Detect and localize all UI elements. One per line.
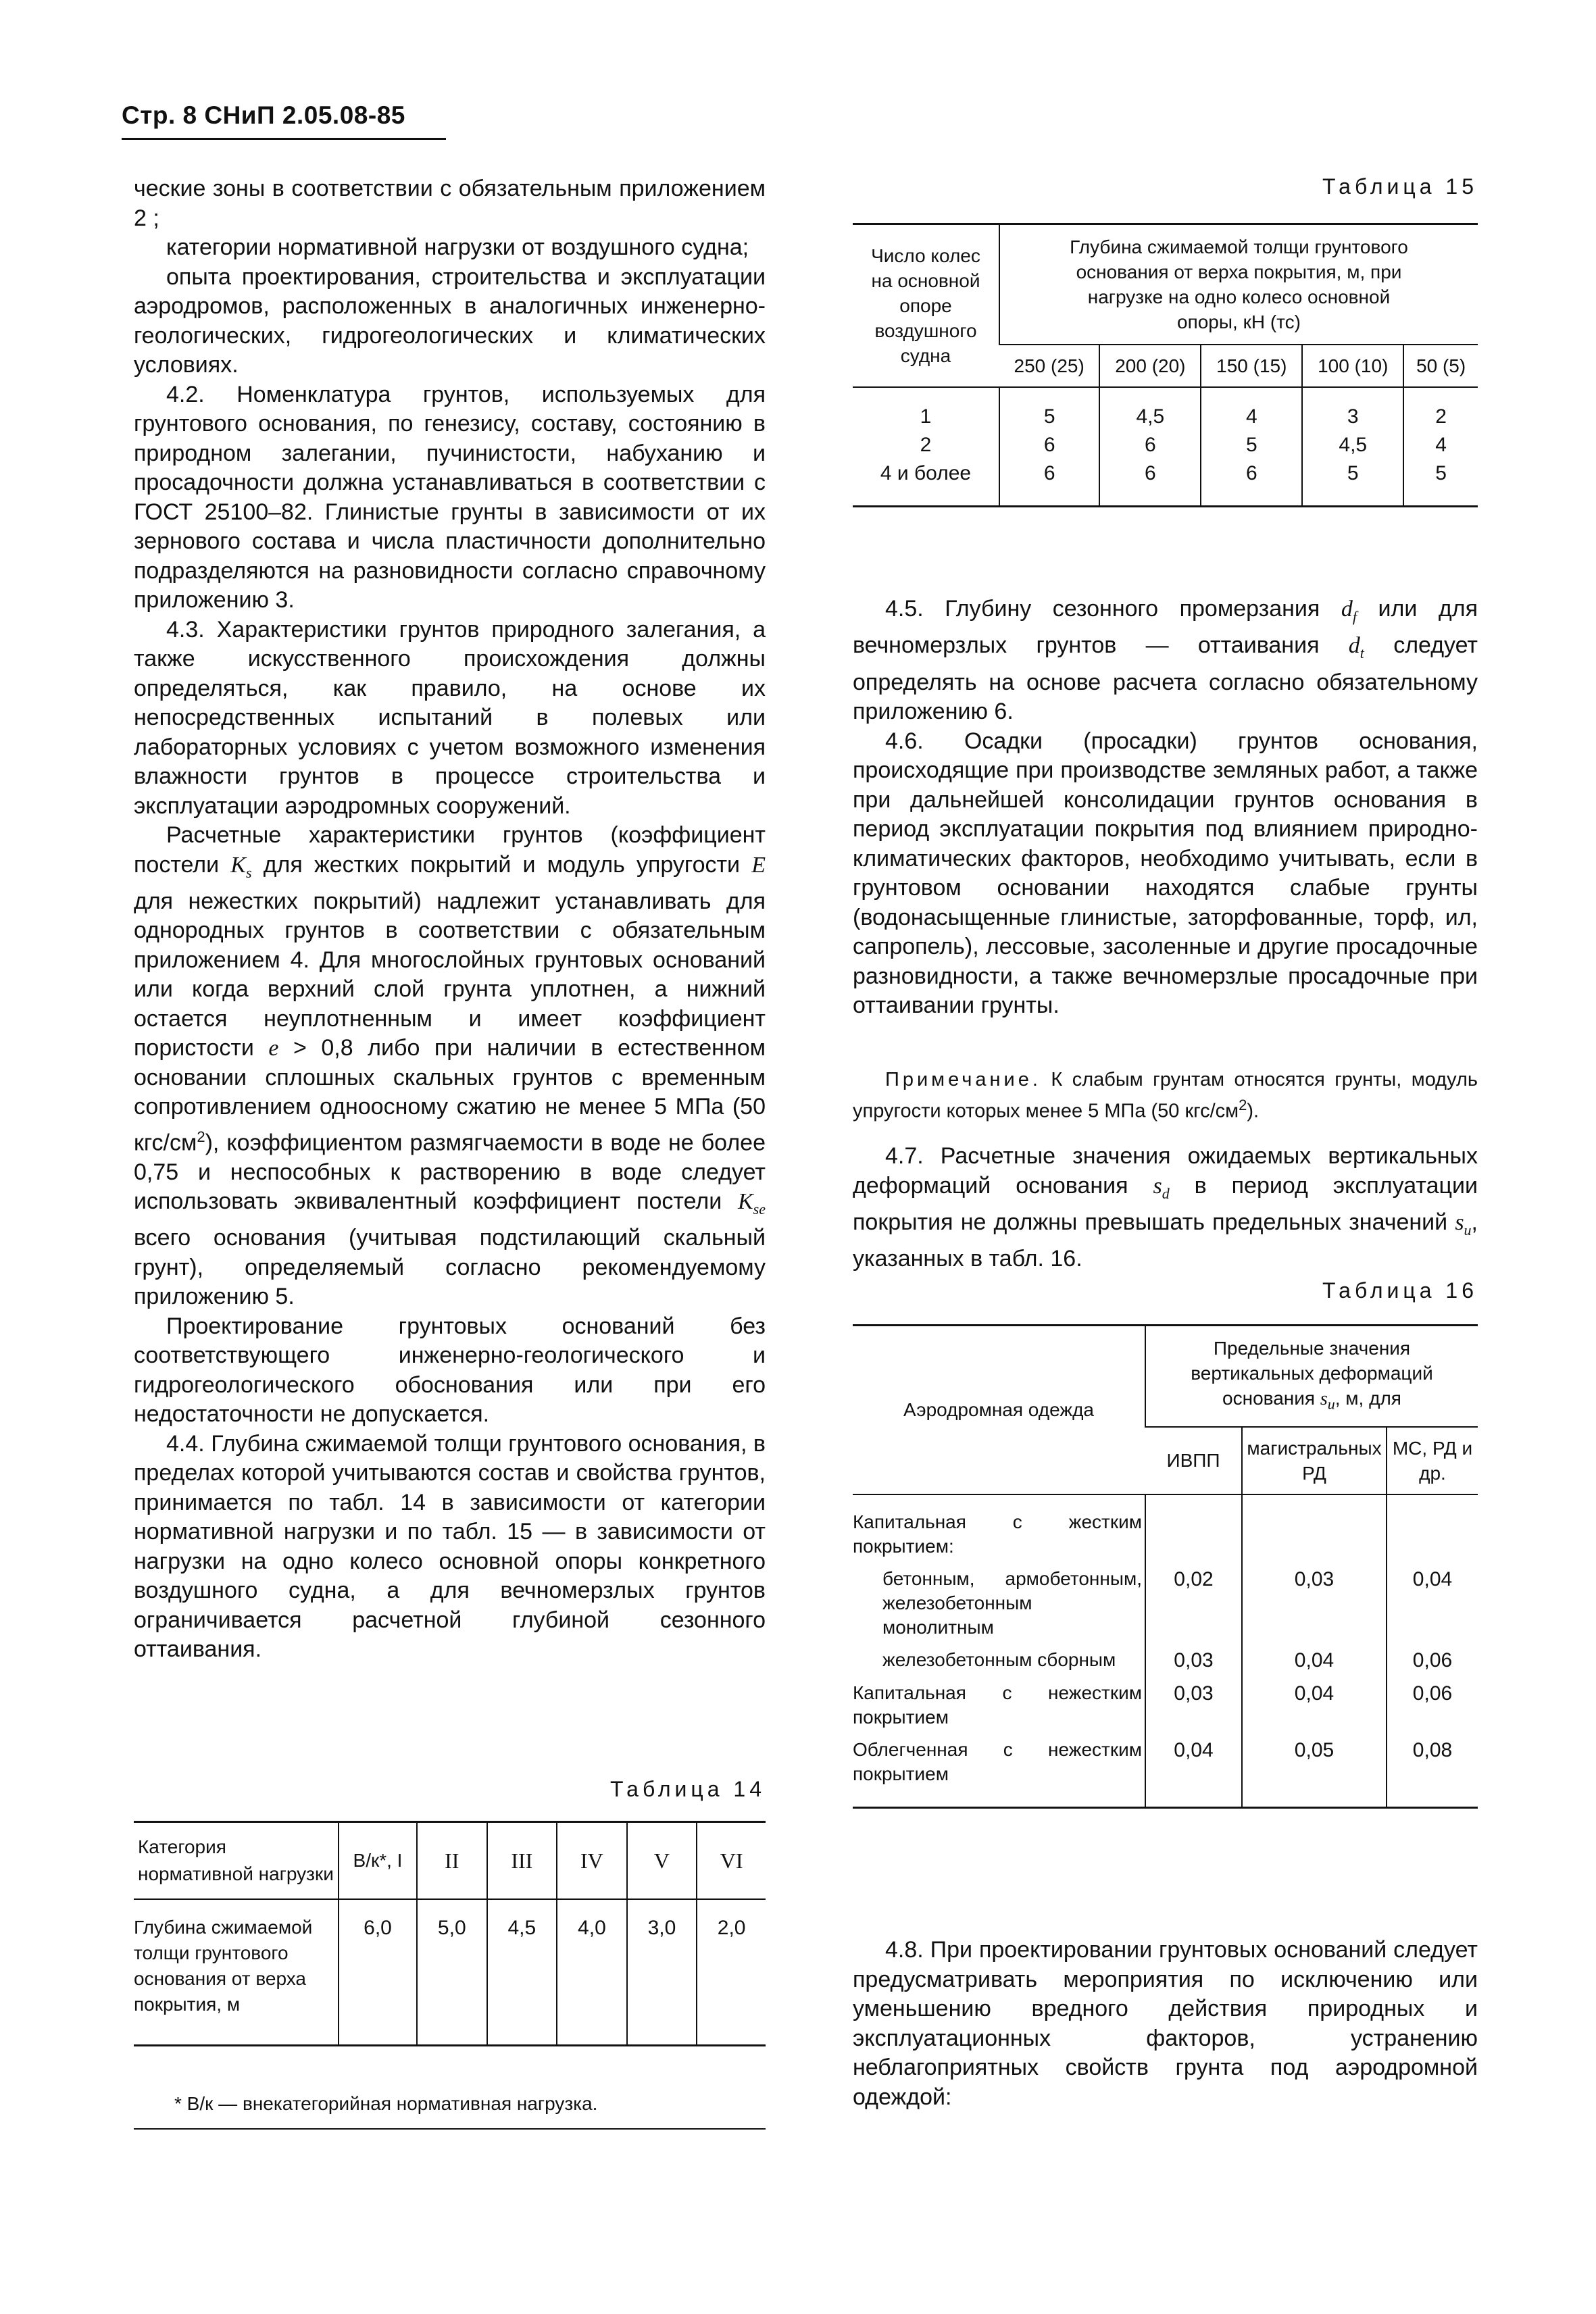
note xyxy=(853,1067,1478,1124)
table-header: В/к*, I xyxy=(339,1822,417,1900)
table-cell xyxy=(1242,1494,1387,1563)
paragraph-4-2 xyxy=(134,380,766,615)
paragraph-4-4 xyxy=(134,1430,766,1665)
text: ), коэффициентом размягчаемости в воде не более 0,75 и неспособных к растворению в воде следует использовать эквивалентный коэффициент постели xyxy=(134,1130,766,1215)
page-header-text: Стр. 8 СНиП 2.05.08-85 xyxy=(122,101,405,129)
table-cell: 2,0 xyxy=(697,1899,766,2046)
paragraph-4-6 xyxy=(853,727,1478,1021)
table-cell: 0,06 xyxy=(1387,1644,1478,1677)
text: следует определять на основе расчета согласно обязательному приложению 6. xyxy=(853,632,1478,725)
table-14-caption: Таблица 14 xyxy=(610,1777,766,1801)
right-column-4-8 xyxy=(853,1936,1478,2112)
table-row-label-cell xyxy=(853,387,999,507)
clause-number: 4.4. xyxy=(166,1430,205,1457)
table-15 xyxy=(853,223,1478,507)
table-header: Категория нормативной нагрузки xyxy=(134,1822,339,1900)
clause-text: При проектировании грунтовых оснований следует предусматривать мероприятия по исключению или уменьшению вредного действия природных и эксплуатационных факторов, устранению неблагоприятных свойств грунта под аэродромной одеждой: xyxy=(853,1937,1478,2110)
clause-text: Характеристики грунтов природного залегания, а также искусственного происхождения должны определяться, как правило, на основе их непосредственных испытаний в полевых или лабораторных условиях с учетом возможного изменения влажности грунтов в процессе строительства и эксплуатации аэродромных сооружений. xyxy=(134,616,766,819)
table-header: МС, РД и др. xyxy=(1387,1427,1478,1494)
table-cell: 5,0 xyxy=(417,1899,487,2046)
symbol-sd: $s_d$ xyxy=(1153,1173,1170,1202)
clause-number: 4.7. xyxy=(885,1143,924,1169)
table-header: IV xyxy=(557,1822,627,1900)
symbol-su: $s_u$ xyxy=(1455,1209,1472,1238)
symbol-kse: $K_{se}$ xyxy=(737,1189,766,1217)
clause-number: 4.3. xyxy=(166,616,205,643)
footnote-rule xyxy=(134,2128,766,2130)
clause-number: 4.5. xyxy=(885,596,924,622)
paragraph: категории нормативной нагрузки от воздушного судна; xyxy=(166,234,749,260)
table-cell: 0,08 xyxy=(1387,1734,1478,1808)
paragraph-4-3 xyxy=(134,615,766,822)
symbol-df: $d_f$ xyxy=(1341,597,1357,625)
paragraph: Проектирование грунтовых оснований без соответствующего инженерно-геологического и гидрогеологического обоснования или при его недостаточности не допускается. xyxy=(134,1313,766,1428)
text: Глубину сезонного промерзания xyxy=(923,596,1341,622)
table-row-label: Капитальная с жестким покрытием: xyxy=(853,1511,1142,1557)
paragraph-4-8 xyxy=(853,1936,1478,2112)
symbol-e-porosity: e xyxy=(268,1036,279,1061)
table-header: 250 (25) xyxy=(999,345,1099,387)
header-rule xyxy=(122,138,446,140)
text: всего основания (учитывая подстилающий скальный грунт), определяемый согласно рекомендуемому приложению 5. xyxy=(134,1225,766,1310)
symbol-ks: $K_s$ xyxy=(230,852,252,881)
text: Расчетные характеристики грунтов (коэффициент постели xyxy=(134,822,766,878)
table-cell: 0,04 xyxy=(1242,1644,1387,1677)
note-text: К слабым грунтам относятся грунты, модуль упругости которых менее 5 МПа (50 кгс/см xyxy=(853,1069,1478,1122)
table-header: VI xyxy=(697,1822,766,1900)
table-cell: 4,5 xyxy=(487,1899,557,2046)
right-column-4-7 xyxy=(853,1142,1478,1274)
table-cell: 0,03 xyxy=(1145,1677,1242,1734)
table-15-caption: Таблица 15 xyxy=(1322,174,1478,199)
table-16 xyxy=(853,1324,1478,1809)
paragraph: ческие зоны в соответствии с обязательным приложением 2 ; xyxy=(134,176,766,231)
table-cell: 0,06 xyxy=(1387,1677,1478,1734)
table-cell: 4 5 6 xyxy=(1201,387,1302,507)
row-label: 1 xyxy=(920,405,932,428)
table-row-label: бетонным, армобетонным, железобетонным монолитным xyxy=(882,1567,1142,1638)
clause-number: 4.6. xyxy=(885,728,924,754)
table-cell: 0,05 xyxy=(1242,1734,1387,1808)
table-cell: 2 4 5 xyxy=(1403,387,1478,507)
table-cell: 4,5 6 6 xyxy=(1099,387,1201,507)
text: > 0,8 либо при наличии в естественном основании сплошных скальных грунтов с временным сопротивлением одноосному сжатию не менее 5 МПа (50 кгс/см xyxy=(134,1035,766,1156)
table-header: Предельные значения вертикальных деформаций основания $s_u$, м, для xyxy=(1145,1326,1478,1427)
table-row-label: Капитальная с нежестким покрытием xyxy=(853,1682,1142,1728)
table-cell: 4,0 xyxy=(557,1899,627,2046)
table-cell xyxy=(1387,1494,1478,1563)
table-header: V xyxy=(627,1822,697,1900)
table-header: II xyxy=(417,1822,487,1900)
left-column xyxy=(134,174,766,1665)
clause-text: Осадки (просадки) грунтов основания, происходящие при производстве земляных работ, а также при дальнейшей консолидации грунтов основания в период эксплуатации покрытия под влиянием природно-климатических факторов, необходимо учитывать, если в грунтовом основании находятся слабые грунты (водонасыщенные глинистые, заторфованные, торф, ил, сапропель), лессовые, засоленные и другие просадочные разновидности, а также вечномерзлые просадочные при оттаивании грунты. xyxy=(853,728,1478,1019)
table-cell: 5 6 6 xyxy=(999,387,1099,507)
table-row-label: Облегченная с нежестким покрытием xyxy=(853,1738,1142,1784)
table-cell: 3,0 xyxy=(627,1899,697,2046)
table-cell xyxy=(1145,1494,1242,1563)
text: Расчетные значения ожидаемых вертикальных деформаций основания xyxy=(853,1143,1478,1199)
table-header: III xyxy=(487,1822,557,1900)
table-header: Число колес на основной опоре воздушного судна xyxy=(853,224,999,388)
text: в период эксплуатации покрытия не должны превышать предельных значений xyxy=(853,1172,1478,1235)
table-header: магистральных РД xyxy=(1242,1427,1387,1494)
symbol-e: E xyxy=(751,852,766,878)
text: ). xyxy=(1247,1100,1260,1122)
table-14-footnote: * В/к — внекатегорийная нормативная нагрузка. xyxy=(174,2093,598,2114)
clause-text: Глубина сжимаемой толщи грунтового основания, в пределах которой учитываются состав и свойства грунтов, принимается по табл. 14 в зависимости от категории нормативной нагрузки и по табл. 15 — в зависимости от нагрузки на одно колесо основной опоры конкретного воздушного судна, а для вечномерзлых грунтов ограничивается расчетной глубиной сезонного оттаивания. xyxy=(134,1430,766,1663)
table-cell: 6,0 xyxy=(339,1899,417,2046)
right-column xyxy=(853,595,1478,1021)
table-header: Глубина сжимаемой толщи грунтового основания от верха покрытия, м, при нагрузке на одно колесо основной опоры, кН (тс) xyxy=(999,224,1478,345)
row-label: 2 xyxy=(920,434,932,456)
table-cell: 0,04 xyxy=(1387,1563,1478,1644)
clause-text: Номенклатура грунтов, используемых для грунтового основания, по генезису, составу, состоянию в природном залегании, пучинистости, набуханию и просадочности должна устанавливаться в соответствии с ГОСТ 25100–82. Глинистые грунты в зависимости от их зернового состава и числа пластичности дополнительно подразделяются на разновидности согласно справочному приложению 3. xyxy=(134,381,766,613)
note-label: Примечание. xyxy=(885,1069,1041,1090)
paragraph-4-5 xyxy=(853,595,1478,727)
table-cell: 0,04 xyxy=(1242,1677,1387,1734)
table-row-label: железобетонным сборным xyxy=(882,1649,1116,1670)
superscript: 2 xyxy=(1239,1097,1247,1113)
table-header: 100 (10) xyxy=(1302,345,1403,387)
paragraph: опыта проектирования, строительства и эксплуатации аэродромов, расположенных в аналогичных инженерно-геологических, гидрогеологических и климатических условиях. xyxy=(134,263,766,378)
table-header: 200 (20) xyxy=(1099,345,1201,387)
table-header: 50 (5) xyxy=(1403,345,1478,387)
table-header: 150 (15) xyxy=(1201,345,1302,387)
table-cell: 0,03 xyxy=(1145,1644,1242,1677)
page-header xyxy=(122,101,446,140)
symbol-dt: $d_t$ xyxy=(1348,633,1364,662)
text: , указанных в табл. 16. xyxy=(853,1209,1478,1272)
table-header: ИВПП xyxy=(1145,1427,1242,1494)
clause-number: 4.2. xyxy=(166,381,205,407)
text: для нежестких покрытий) надлежит устанавливать для однородных грунтов в соответствии с обязательным приложением 4. Для многослойных грунтовых оснований или когда верхний слой грунта уплотнен, а нижний остается неуплотненным и имеет коэффициент пористости xyxy=(134,888,766,1061)
table-cell: 0,04 xyxy=(1145,1734,1242,1808)
table-cell: 0,03 xyxy=(1242,1563,1387,1644)
text: для жестких покрытий и модуль упругости xyxy=(251,851,752,878)
superscript: 2 xyxy=(197,1128,205,1145)
text: или для вечномерзлых грунтов — оттаивания xyxy=(853,596,1478,659)
table-header: Аэродромная одежда xyxy=(853,1326,1145,1494)
table-14 xyxy=(134,1821,766,2046)
row-label: 4 и более xyxy=(880,462,972,484)
clause-number: 4.8. xyxy=(885,1937,924,1963)
table-16-caption: Таблица 16 xyxy=(1322,1278,1478,1303)
table-cell: 3 4,5 5 xyxy=(1302,387,1403,507)
table-cell: 0,02 xyxy=(1145,1563,1242,1644)
paragraph-characteristics xyxy=(134,821,766,1312)
paragraph-4-7 xyxy=(853,1142,1478,1274)
table-row-label: Глубина сжимаемой толщи грунтового основания от верха покрытия, м xyxy=(134,1917,313,2015)
